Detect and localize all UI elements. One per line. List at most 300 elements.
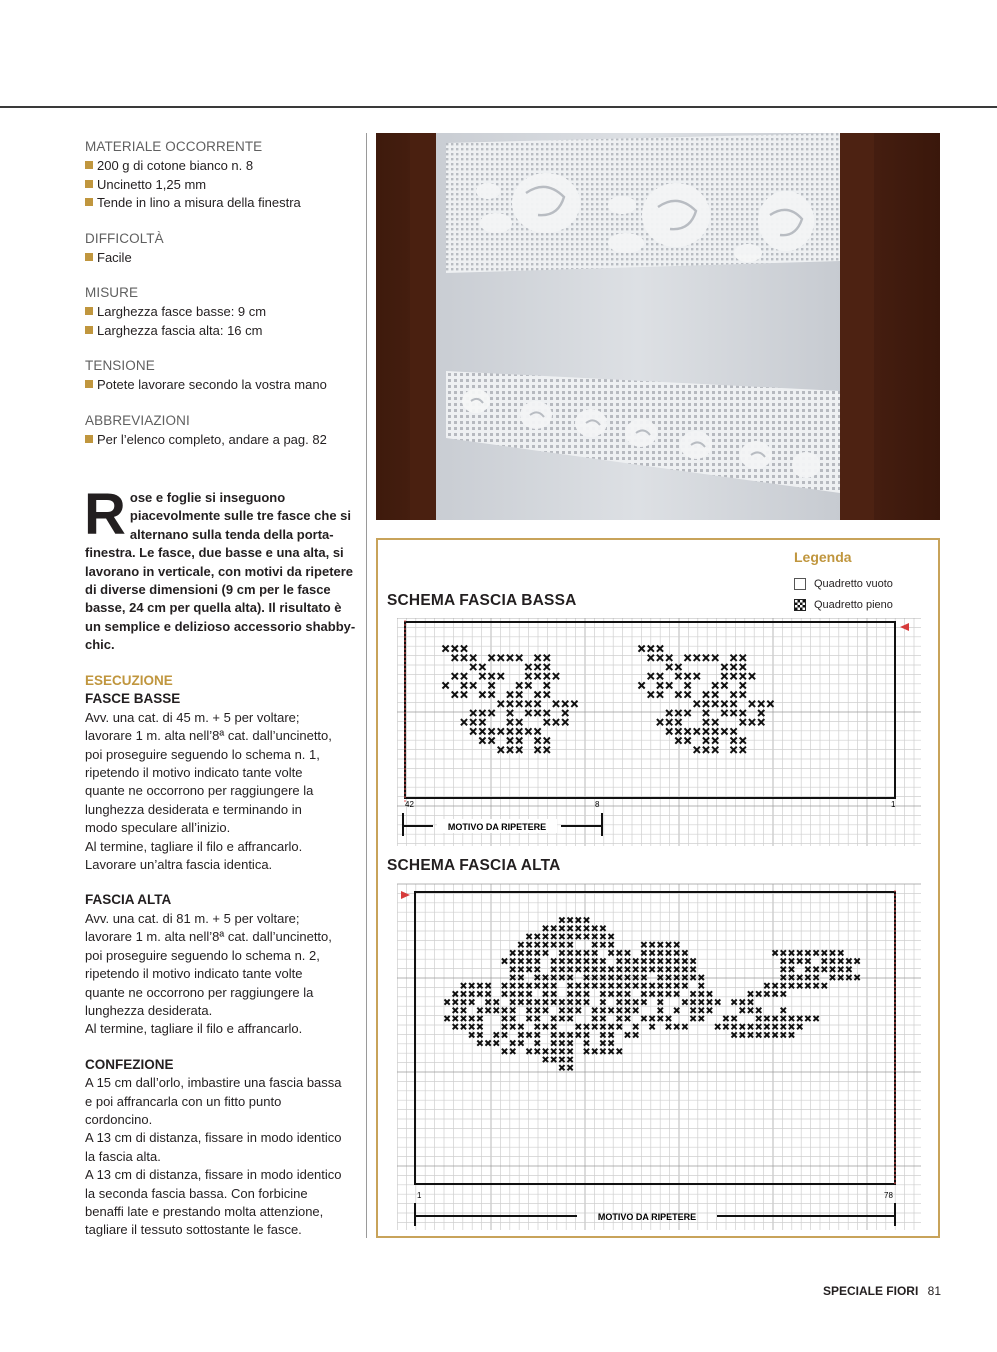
stitch-mark <box>559 1016 564 1021</box>
stitch-mark <box>633 1032 638 1037</box>
stitch-mark <box>855 975 860 980</box>
stitch-mark <box>617 975 622 980</box>
stitch-mark <box>600 1016 605 1021</box>
stitch-mark <box>486 1041 491 1046</box>
stitch-mark <box>641 991 646 996</box>
stitch-mark <box>641 942 646 947</box>
bullet-square-icon <box>85 180 93 188</box>
spec-heading: ABBREVIAZIONI <box>85 412 190 428</box>
stitch-mark <box>703 738 709 744</box>
repeat-label: MOTIVO DA RIPETERE <box>597 1212 697 1222</box>
stitch-mark <box>510 950 515 955</box>
stitch-mark <box>527 1000 532 1005</box>
stitch-mark <box>551 991 556 996</box>
stitch-mark <box>641 975 646 980</box>
stitch-mark <box>479 710 485 716</box>
stitch-mark <box>805 967 810 972</box>
stitch-mark <box>633 975 638 980</box>
stitch-mark <box>559 975 564 980</box>
stitch-mark <box>559 1041 564 1046</box>
stitch-mark <box>675 719 681 725</box>
stitch-mark <box>617 950 622 955</box>
stitch-mark <box>675 710 681 716</box>
stitch-mark <box>562 710 568 716</box>
stitch-mark <box>559 942 564 947</box>
stitch-mark <box>617 1000 622 1005</box>
stitch-mark <box>682 950 687 955</box>
row-number-mid: 8 <box>595 800 600 809</box>
stitch-mark <box>568 1000 573 1005</box>
stitch-mark <box>712 719 718 725</box>
stitch-mark <box>699 1000 704 1005</box>
stitch-mark <box>691 1008 696 1013</box>
schema1-grid <box>397 618 921 848</box>
instruction-line: e poi affrancarla con un fitto punto <box>85 1093 282 1109</box>
grid-lines <box>397 618 921 846</box>
stitch-mark <box>568 934 573 939</box>
stitch-mark <box>535 701 541 707</box>
stitch-mark <box>814 950 819 955</box>
stitch-mark <box>469 1016 474 1021</box>
stitch-mark <box>822 967 827 972</box>
stitch-mark <box>479 728 485 734</box>
stitch-mark <box>682 967 687 972</box>
stitch-mark <box>625 1008 630 1013</box>
stitch-mark <box>731 692 737 698</box>
stitch-mark <box>551 942 556 947</box>
chart-border <box>415 892 895 1184</box>
stitch-mark <box>756 991 761 996</box>
stitch-mark <box>699 991 704 996</box>
stitch-mark <box>452 673 458 679</box>
stitch-mark <box>489 728 495 734</box>
stitch-mark <box>721 673 727 679</box>
stitch-mark <box>781 1016 786 1021</box>
stitch-mark <box>600 1041 605 1046</box>
stitch-mark <box>674 967 679 972</box>
stitch-mark <box>666 728 672 734</box>
stitch-mark <box>486 1008 491 1013</box>
stitch-mark <box>510 975 515 980</box>
stitch-mark <box>551 967 556 972</box>
stitch-mark <box>691 975 696 980</box>
fascia-alta-heading: FASCIA ALTA <box>85 892 172 908</box>
fascia-alta-text <box>85 910 365 1039</box>
stitch-mark <box>544 738 550 744</box>
stitch-mark <box>489 738 495 744</box>
spec-heading: TENSIONE <box>85 358 155 373</box>
stitch-mark <box>650 1016 655 1021</box>
stitch-mark <box>498 701 504 707</box>
column-divider <box>366 133 367 1238</box>
bullet-square-icon <box>85 326 93 334</box>
stitch-mark <box>666 682 672 688</box>
stitch-mark <box>544 692 550 698</box>
stitch-mark <box>600 1008 605 1013</box>
stitch-mark <box>445 1000 450 1005</box>
stitch-mark <box>600 991 605 996</box>
curtain-illustration <box>376 133 940 520</box>
stitch-mark <box>691 1016 696 1021</box>
instruction-line: quante ne occorrono per raggiungere la <box>85 984 314 1000</box>
stitch-mark <box>600 1032 605 1037</box>
stitch-mark <box>694 701 700 707</box>
stitch-mark <box>675 738 681 744</box>
stitch-mark <box>674 1008 679 1013</box>
stitch-mark <box>764 1032 769 1037</box>
stitch-mark <box>510 967 515 972</box>
stitch-mark <box>814 1016 819 1021</box>
stitch-mark <box>731 728 737 734</box>
stitch-mark <box>748 991 753 996</box>
stitch-mark <box>666 710 672 716</box>
stitch-mark <box>535 1008 540 1013</box>
stitch-mark <box>625 1000 630 1005</box>
stitch-mark <box>559 950 564 955</box>
fasce-basse-heading: FASCE BASSE <box>85 691 181 707</box>
stitch-mark <box>712 682 718 688</box>
stitch-mark <box>568 1032 573 1037</box>
stitch-mark <box>559 926 564 931</box>
arrow-icon <box>401 891 410 899</box>
bullet-square-icon <box>85 161 93 169</box>
stitch-mark <box>551 1032 556 1037</box>
schema2-title: SCHEMA FASCIA ALTA <box>387 857 561 874</box>
stitch-mark <box>625 967 630 972</box>
stitch-mark <box>576 1032 581 1037</box>
stitch-mark <box>461 719 467 725</box>
instruction-line: Al termine, tagliare il filo e affrancarlo. <box>85 838 303 854</box>
stitch-mark <box>740 1008 745 1013</box>
legend-row-empty <box>794 573 934 594</box>
stitch-mark <box>740 1000 745 1005</box>
bullet-square-icon <box>85 435 93 443</box>
instruction-line: Avv. una cat. di 45 m. + 5 per voltare; <box>85 709 300 725</box>
stitch-mark <box>694 728 700 734</box>
spec-tensione <box>85 357 360 395</box>
stitch-mark <box>685 710 691 716</box>
stitch-mark <box>470 710 476 716</box>
stitch-mark <box>617 991 622 996</box>
stitch-mark <box>685 738 691 744</box>
stitch-mark <box>568 967 573 972</box>
stitch-mark <box>568 926 573 931</box>
instruction-line: A 15 cm dall’orlo, imbastire una fascia bassa <box>85 1075 342 1091</box>
instruction-line: Avv. una cat. di 81 m. + 5 per voltare; <box>85 910 300 926</box>
stitch-mark <box>544 682 550 688</box>
stitch-mark <box>712 738 718 744</box>
stitch-mark <box>489 682 495 688</box>
grid-lines <box>397 884 921 1230</box>
stitch-mark <box>625 991 630 996</box>
bullet-square-icon <box>85 307 93 315</box>
instruction-line: cordoncino. <box>85 1111 153 1127</box>
stitch-mark <box>479 673 485 679</box>
stitch-mark <box>625 1016 630 1021</box>
bullet-square-icon <box>85 198 93 206</box>
stitch-mark <box>721 701 727 707</box>
stitch-mark <box>535 975 540 980</box>
stitch-mark <box>781 967 786 972</box>
stitch-mark <box>641 1000 646 1005</box>
stitch-mark <box>489 692 495 698</box>
stitch-mark <box>682 975 687 980</box>
stitch-mark <box>498 673 504 679</box>
stitch-mark <box>712 701 718 707</box>
stitch-mark <box>756 1032 761 1037</box>
stitch-mark <box>703 728 709 734</box>
confezione-text <box>85 1074 365 1240</box>
stitch-mark <box>600 942 605 947</box>
stitch-mark <box>675 692 681 698</box>
intro-paragraph <box>84 482 360 655</box>
stitch-mark <box>461 682 467 688</box>
spec-heading: DIFFICOLTÀ <box>85 230 164 246</box>
spec-item: Larghezza fascia alta: 16 cm <box>85 322 360 341</box>
stitch-pattern <box>443 646 774 753</box>
stitch-mark <box>527 942 532 947</box>
legend <box>794 549 934 615</box>
stitch-mark <box>666 967 671 972</box>
stitch-mark <box>650 967 655 972</box>
stitch-mark <box>551 926 556 931</box>
stitch-mark <box>559 934 564 939</box>
stitch-mark <box>699 1016 704 1021</box>
stitch-mark <box>553 719 559 725</box>
stitch-mark <box>494 1008 499 1013</box>
stitch-mark <box>544 719 550 725</box>
stitch-mark <box>721 728 727 734</box>
stitch-mark <box>805 975 810 980</box>
stitch-mark <box>732 1000 737 1005</box>
stitch-mark <box>443 682 449 688</box>
stitch-mark <box>502 1032 507 1037</box>
stitch-mark <box>805 1016 810 1021</box>
page-footer <box>823 1284 941 1298</box>
stitch-mark <box>699 975 704 980</box>
stitch-mark <box>641 967 646 972</box>
spec-abbreviazioni <box>85 412 360 450</box>
instruction-line: Al termine, tagliare il filo e affrancarlo. <box>85 1021 303 1037</box>
stitch-mark <box>703 701 709 707</box>
instruction-line: la seconda fascia bassa. Con forbicine <box>85 1185 308 1201</box>
stitch-mark <box>641 950 646 955</box>
stitch-mark <box>685 682 691 688</box>
row-number-left: 42 <box>405 800 414 809</box>
instruction-line: lavorare 1 m. alta nell’8ª cat. dall’uncinetto, <box>85 929 332 945</box>
stitch-mark <box>568 942 573 947</box>
curtain-photo <box>376 133 940 520</box>
stitch-mark <box>600 1000 605 1005</box>
stitch-mark <box>461 1016 466 1021</box>
stitch-mark <box>691 967 696 972</box>
stitch-mark <box>486 1000 491 1005</box>
stitch-mark <box>470 719 476 725</box>
stitch-mark <box>551 1041 556 1046</box>
spec-item: 200 g di cotone bianco n. 8 <box>85 157 360 176</box>
stitch-mark <box>699 1008 704 1013</box>
stitch-mark <box>502 1008 507 1013</box>
stitch-mark <box>721 682 727 688</box>
stitch-mark <box>764 1016 769 1021</box>
stitch-mark <box>559 1057 564 1062</box>
row-number-right: 78 <box>884 1191 893 1200</box>
stitch-mark <box>571 701 577 707</box>
stitch-mark <box>494 1032 499 1037</box>
stitch-mark <box>461 1008 466 1013</box>
stitch-mark <box>489 710 495 716</box>
stitch-mark <box>822 950 827 955</box>
stitch-mark <box>846 975 851 980</box>
stitch-mark <box>576 934 581 939</box>
filled-square-icon <box>794 599 806 611</box>
instruction-line: lunghezza desiderata e terminando in <box>85 801 302 817</box>
stitch-mark <box>748 1008 753 1013</box>
drop-cap: R <box>84 482 126 547</box>
instruction-line: la fascia alta. <box>85 1148 161 1164</box>
bullet-square-icon <box>85 253 93 261</box>
stitch-mark <box>682 1000 687 1005</box>
stitch-mark <box>740 1032 745 1037</box>
stitch-mark <box>666 991 671 996</box>
stitch-mark <box>781 991 786 996</box>
stitch-mark <box>576 1008 581 1013</box>
stitch-mark <box>666 942 671 947</box>
instruction-line: poi proseguire seguendo lo schema n. 2, <box>85 947 320 963</box>
stitch-mark <box>650 950 655 955</box>
stitch-mark <box>535 950 540 955</box>
stitch-mark <box>715 1000 720 1005</box>
stitch-mark <box>544 673 550 679</box>
stitch-mark <box>494 1000 499 1005</box>
legend-row-full <box>794 594 934 615</box>
stitch-mark <box>576 991 581 996</box>
stitch-mark <box>576 1000 581 1005</box>
spec-heading: MATERIALE OCCORRENTE <box>85 139 263 154</box>
stitch-mark <box>469 991 474 996</box>
stitch-mark <box>568 1016 573 1021</box>
stitch-mark <box>568 1008 573 1013</box>
stitch-mark <box>756 1016 761 1021</box>
stitch-mark <box>666 975 671 980</box>
schema2-grid <box>397 880 921 1232</box>
stitch-mark <box>781 1008 786 1013</box>
stitch-mark <box>535 942 540 947</box>
stitch-mark <box>650 942 655 947</box>
stitch-mark <box>510 991 515 996</box>
stitch-mark <box>535 710 541 716</box>
stitch-mark <box>633 1000 638 1005</box>
stitch-mark <box>732 1016 737 1021</box>
confezione-heading: CONFEZIONE <box>85 1056 174 1072</box>
stitch-mark <box>510 1008 515 1013</box>
legend-label: Quadretto pieno <box>814 598 893 611</box>
stitch-mark <box>486 991 491 996</box>
stitch-mark <box>479 692 485 698</box>
stitch-mark <box>625 975 630 980</box>
stitch-mark <box>469 1032 474 1037</box>
stitch-mark <box>707 1000 712 1005</box>
spec-item: Tende in lino a misura della finestra <box>85 194 360 213</box>
stitch-mark <box>703 719 709 725</box>
stitch-mark <box>617 1008 622 1013</box>
stitch-mark <box>576 926 581 931</box>
stitch-mark <box>527 1016 532 1021</box>
stitch-mark <box>781 1032 786 1037</box>
stitch-mark <box>685 673 691 679</box>
stitch-mark <box>767 701 773 707</box>
instruction-line: Lavorare un’altra fascia identica. <box>85 857 273 873</box>
stitch-mark <box>731 710 737 716</box>
instruction-line: quante ne occorrono per raggiungere la <box>85 783 314 799</box>
stitch-mark <box>641 1016 646 1021</box>
stitch-mark <box>461 1000 466 1005</box>
stitch-mark <box>510 1016 515 1021</box>
stitch-mark <box>731 701 737 707</box>
row-number-right: 1 <box>891 800 896 809</box>
stitch-mark <box>527 991 532 996</box>
stitch-mark <box>703 692 709 698</box>
stitch-mark <box>666 1016 671 1021</box>
stitch-mark <box>675 728 681 734</box>
stitch-mark <box>535 934 540 939</box>
instruction-line: lavorare 1 m. alta nell’8ª cat. dall’uncinetto, <box>85 728 332 744</box>
stitch-mark <box>535 738 541 744</box>
stitch-mark <box>461 991 466 996</box>
stitch-mark <box>666 950 671 955</box>
legend-title: Legenda <box>794 549 852 565</box>
stitch-mark <box>568 950 573 955</box>
stitch-mark <box>494 1041 499 1046</box>
stitch-mark <box>633 967 638 972</box>
stitch-mark <box>748 1000 753 1005</box>
stitch-mark <box>568 1057 573 1062</box>
stitch-mark <box>510 1000 515 1005</box>
stitch-mark <box>805 950 810 955</box>
instruction-line: ripetendo il motivo indicato tante volte <box>85 765 303 781</box>
stitch-mark <box>764 991 769 996</box>
stitch-mark <box>685 728 691 734</box>
stitch-mark <box>756 1008 761 1013</box>
stitch-mark <box>551 975 556 980</box>
stitch-mark <box>559 1008 564 1013</box>
stitch-mark <box>535 1000 540 1005</box>
stitch-mark <box>721 710 727 716</box>
stitch-mark <box>781 975 786 980</box>
stitch-mark <box>551 1000 556 1005</box>
stitch-mark <box>781 950 786 955</box>
stitch-mark <box>617 1016 622 1021</box>
stitch-mark <box>553 701 559 707</box>
stitch-mark <box>707 1008 712 1013</box>
intro-text: ose e foglie si inseguono piacevolmente sulle tre fasce che si alternano sulla tenda della porta-finestra. Le fasce, due basse e una alta, si lavorano in verticale, con motivi da ripetere di diverse dimensioni (9 cm per le fasce basse, 24 cm per quella alta). Il risultato è un semplice e delizioso accessorio shabby-chic. <box>85 490 356 653</box>
stitch-mark <box>814 967 819 972</box>
stitch-mark <box>712 728 718 734</box>
stitch-mark <box>452 692 458 698</box>
stitch-mark <box>674 942 679 947</box>
stitch-mark <box>559 967 564 972</box>
stitch-mark <box>674 975 679 980</box>
bullet-square-icon <box>85 380 93 388</box>
stitch-mark <box>685 692 691 698</box>
stitch-mark <box>691 991 696 996</box>
legend-label: Quadretto vuoto <box>814 577 893 590</box>
stitch-mark <box>479 719 485 725</box>
stitch-mark <box>535 967 540 972</box>
stitch-mark <box>527 1032 532 1037</box>
stitch-mark <box>568 991 573 996</box>
stitch-mark <box>559 1000 564 1005</box>
